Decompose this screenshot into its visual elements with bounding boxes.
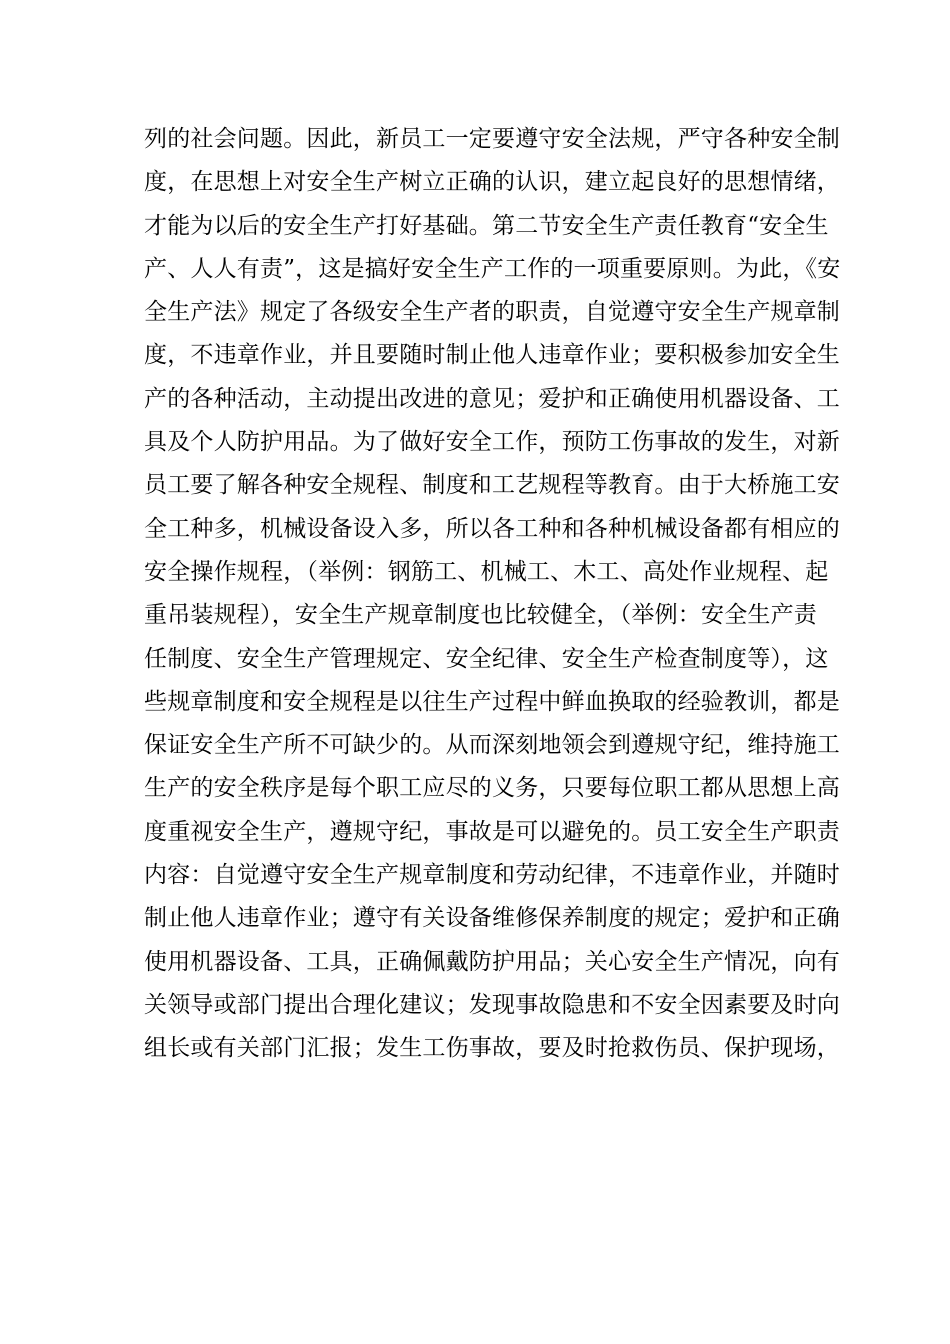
text-line: 些规章制度和安全规程是以往生产过程中鲜血换取的经验教训，都是 [144, 688, 840, 715]
text-line: 重吊装规程），安全生产规章制度也比较健全，（举例：安全生产责 [144, 602, 817, 629]
text-line: 使用机器设备、工具，正确佩戴防护用品；关心安全生产情况，向有 [144, 948, 840, 975]
text-line: 才能为以后的安全生产打好基础。第二节安全生产责任教育“安全生 [144, 212, 829, 239]
text-line: 列的社会问题。因此，新员工一定要遵守安全法规，严守各种安全制 [144, 126, 840, 152]
text-line: 度，不违章作业，并且要随时制止他人违章作业；要积极参加安全生 [144, 342, 840, 369]
text-line: 产的各种活动，主动提出改进的意见；爱护和正确使用机器设备、工 [144, 385, 840, 412]
text-line: 保证安全生产所不可缺少的。从而深刻地领会到遵规守纪，维持施工 [144, 732, 840, 759]
text-line: 度，在思想上对安全生产树立正确的认识，建立起良好的思想情绪， [144, 169, 840, 196]
text-line: 组长或有关部门汇报；发生工伤事故，要及时抢救伤员、保护现场， [144, 1035, 840, 1062]
text-line: 任制度、安全生产管理规定、安全纪律、安全生产检查制度等），这 [144, 645, 829, 672]
text-line: 度重视安全生产，遵规守纪，事故是可以避免的。员工安全生产职责 [144, 818, 840, 845]
text-line: 员工要了解各种安全规程、制度和工艺规程等教育。由于大桥施工安 [144, 472, 840, 499]
text-line: 制止他人违章作业；遵守有关设备维修保养制度的规定；爱护和正确 [144, 905, 840, 932]
text-line: 生产的安全秩序是每个职工应尽的义务，只要每位职工都从思想上高 [144, 775, 840, 802]
text-line: 内容：自觉遵守安全生产规章制度和劳动纪律，不违章作业，并随时 [144, 862, 840, 889]
text-line: 安全操作规程，（举例：钢筋工、机械工、木工、高处作业规程、起 [144, 558, 829, 585]
text-line: 全生产法》规定了各级安全生产者的职责，自觉遵守安全生产规章制 [144, 299, 840, 326]
text-line: 全工种多，机械设备设入多，所以各工种和各种机械设备都有相应的 [144, 515, 840, 542]
body-text [144, 118, 841, 1071]
text-line: 产、人人有责”，这是搞好安全生产工作的一项重要原则。为此，《安 [144, 255, 841, 282]
text-line: 关领导或部门提出合理化建议；发现事故隐患和不安全因素要及时向 [144, 991, 840, 1018]
text-line: 具及个人防护用品。为了做好安全工作，预防工伤事故的发生，对新 [144, 429, 840, 456]
